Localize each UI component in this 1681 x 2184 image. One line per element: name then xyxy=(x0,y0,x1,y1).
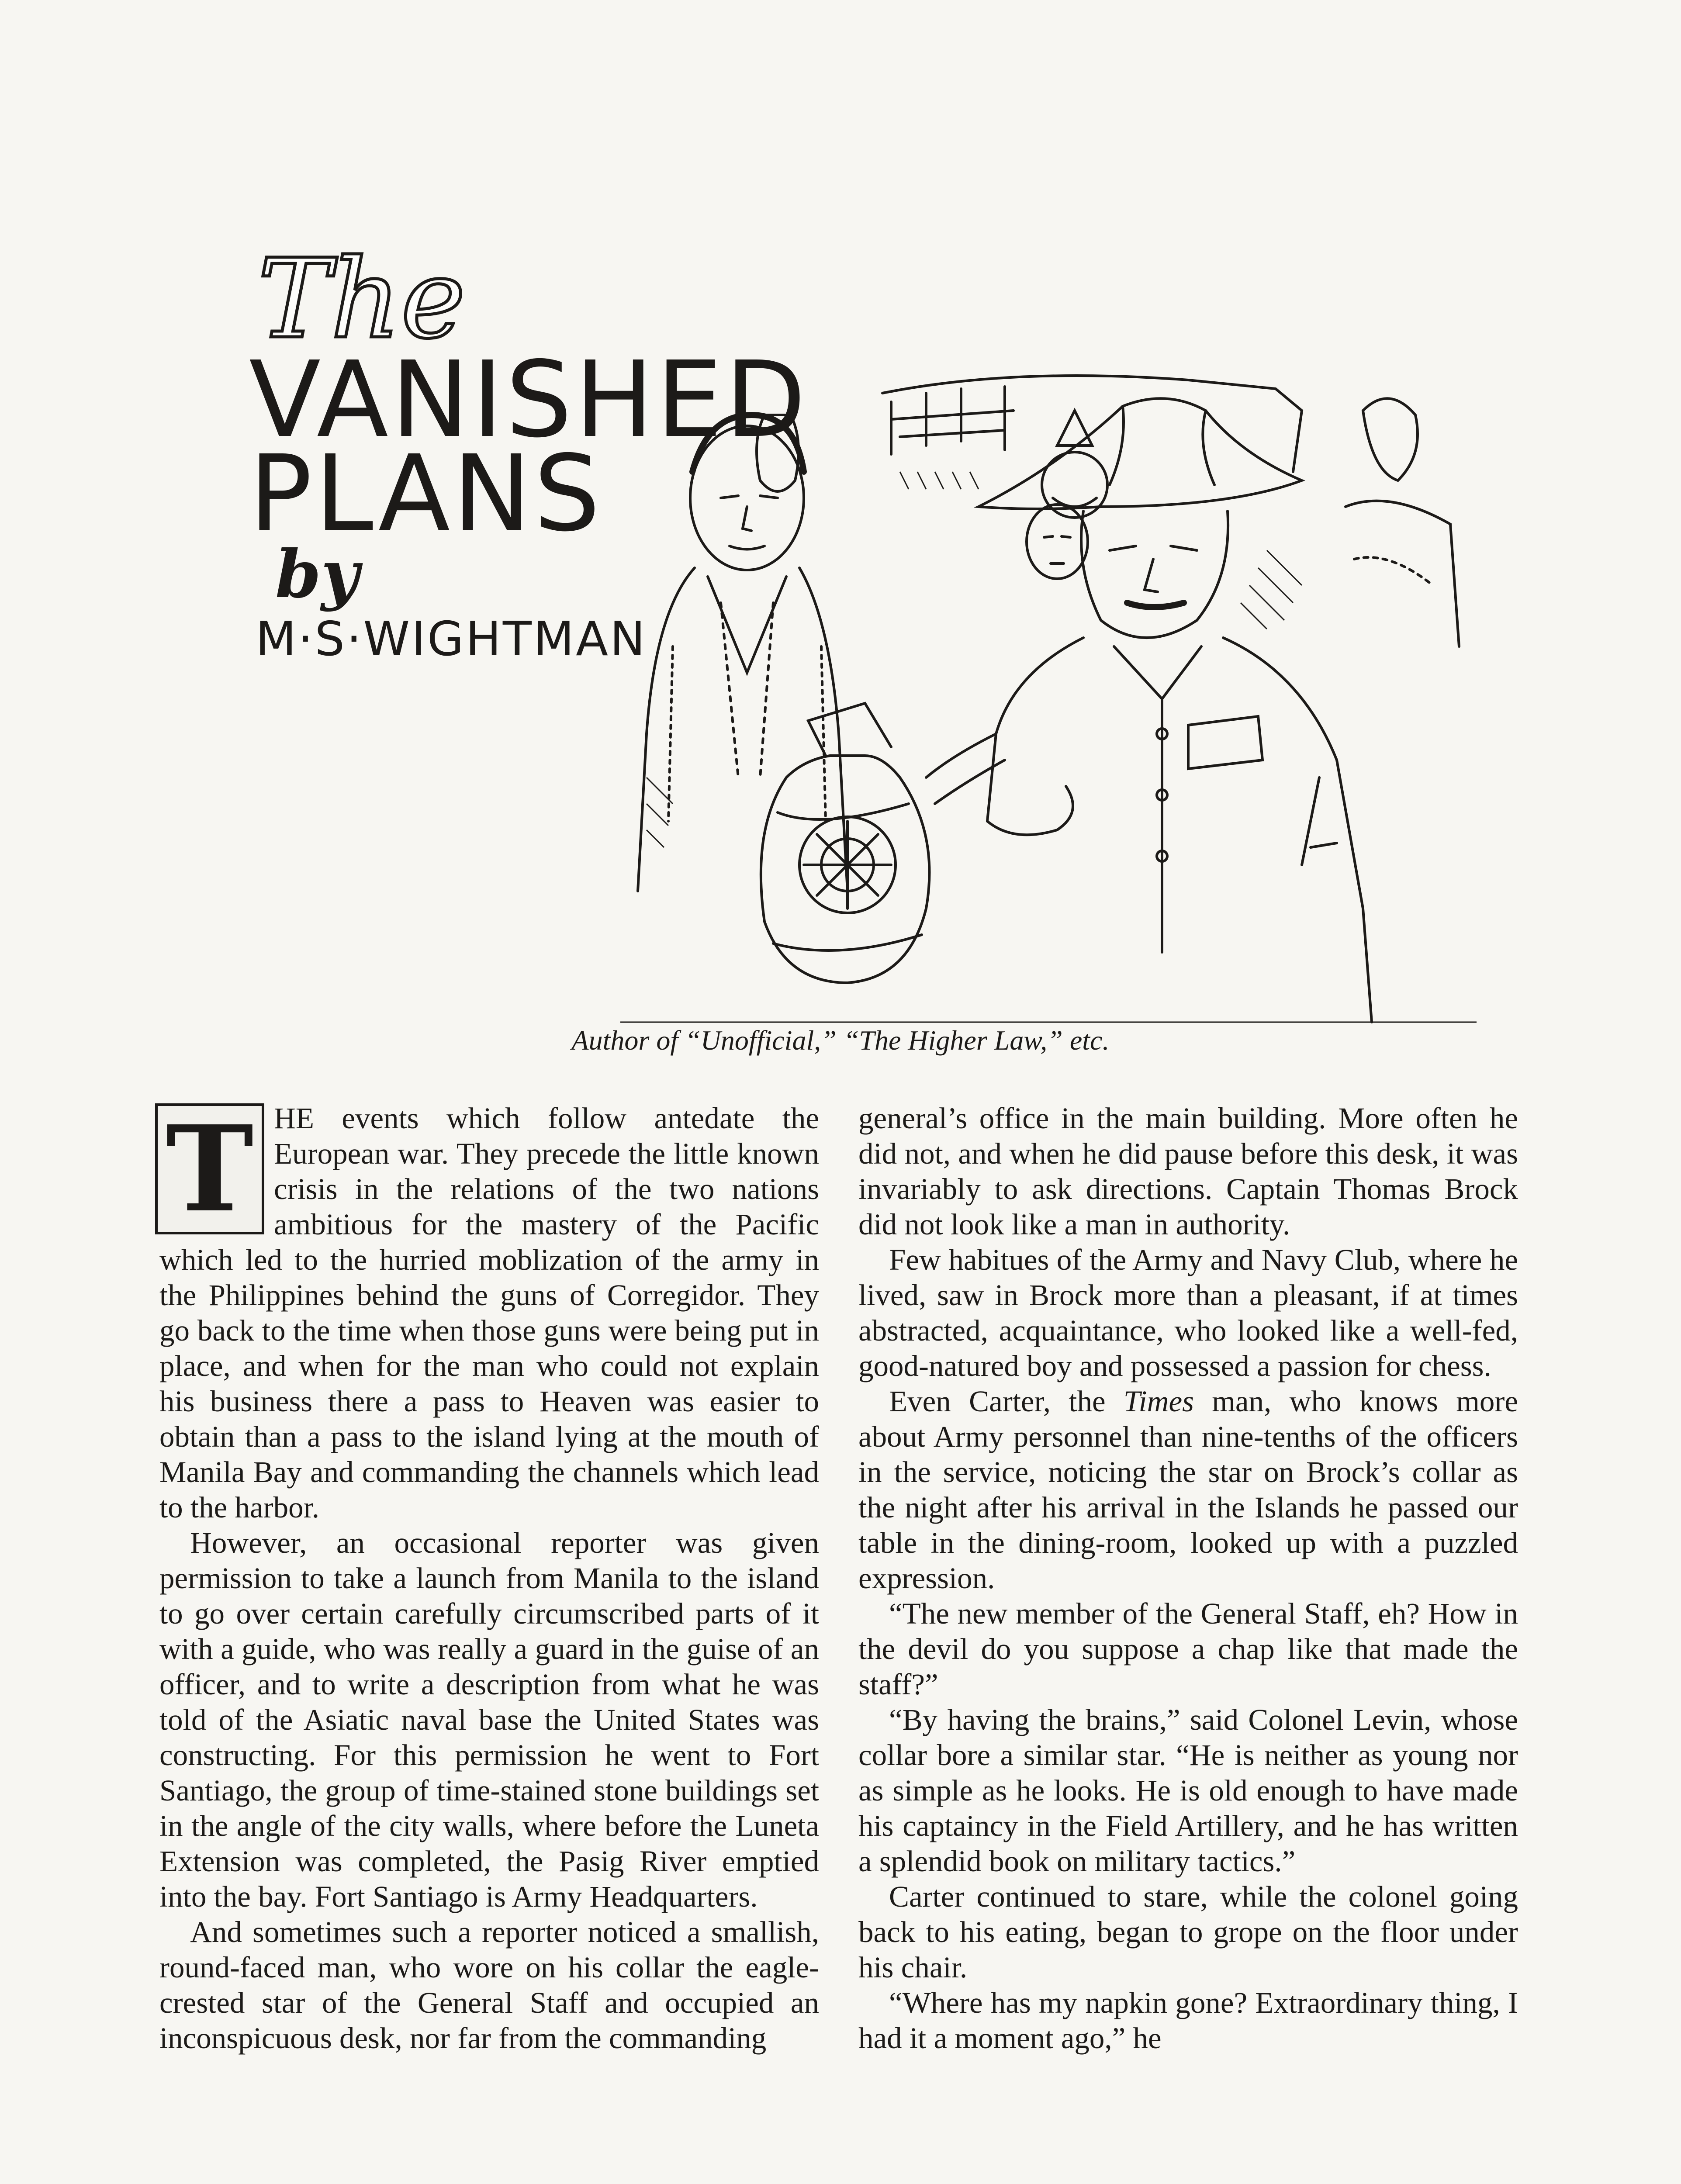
paragraph-1-text: HE events which follow antedate the European war. They precede the little known crisis in the relations of the two nations ambitious for the mastery of the Pacific which led to the hurried moblization of the army in the Philippines behind the guns of Corregidor. They go back to the time when those guns were being put in place, and when for the man who could not explain his business there a pass to Heaven was easier to obtain than a pass to the island lying at the mouth of Manila Bay and commanding the channels which lead to the harbor. xyxy=(159,1102,819,1524)
title-the: The xyxy=(258,235,466,363)
title-line-vanished: VANISHED xyxy=(249,339,809,461)
newspaper-name: Times xyxy=(1123,1385,1194,1418)
paragraph-8: “By having the brains,” said Colonel Levin, whose collar bore a similar star. “He is neither as young nor as simple as he looks. He is old enough to have made his captaincy in the Field Artillery, and he has written a splendid book on military tactics.” xyxy=(858,1703,1518,1878)
paragraph-6 xyxy=(858,1384,1518,1596)
author-name: M·S·WIGHTMAN xyxy=(256,612,647,667)
paragraph-6-text-b: man, who knows more about Army personnel than nine-tenths of the officers in the service, noticing the star on Brock’s collar as the night after his arrival in the Islands he passed our table in the dining-room, looked up with a puzzled expression. xyxy=(858,1385,1518,1595)
paragraph-2: However, an occasional reporter was given permission to take a launch from Manila to the island to go over certain carefully circumscribed parts of it with a guide, who was really a guard in the guise of an officer, and to write a description from what he was told of the Asiatic naval base the United States was constructing. For this permission he went to Fort Santiago, the group of time-stained stone buildings set in the angle of the city walls, where before the Luneta Extension was completed, the Pasig River emptied into the bay. Fort Santiago is Army Headquarters. xyxy=(159,1526,819,1913)
paragraph-5: Few habitues of the Army and Navy Club, where he lived, saw in Brock more than a pleasant, if at times abstracted, acquaintance, who looked like a well-fed, good-natured boy and possessed a passion for chess. xyxy=(858,1243,1518,1382)
paragraph-3: And sometimes such a reporter noticed a smallish, round-faced man, who wore on his collar the eagle-crested star of the General Staff and occupied an inconspicuous desk, nor far from the commanding xyxy=(159,1915,819,2055)
paragraph-1 xyxy=(159,1101,819,1525)
paragraph-6-text-a: Even Carter, the xyxy=(889,1385,1124,1418)
drop-cap-letter: T xyxy=(166,1099,254,1238)
byline-by: by xyxy=(275,536,360,613)
paragraph-4: general’s office in the main building. More often he did not, and when he did pause before this desk, it was invariably to ask directions. Captain Thomas Brock did not look like a man in authority. xyxy=(858,1102,1518,1241)
drop-cap xyxy=(155,1099,264,1238)
paragraph-9: Carter continued to stare, while the colonel going back to his eating, began to grope on the floor under his chair. xyxy=(858,1880,1518,1984)
paragraph-10: “Where has my napkin gone? Extraordinary thing, I had it a moment ago,” he xyxy=(858,1986,1518,2055)
title-line-plans: PLANS xyxy=(249,432,603,555)
paragraph-7: “The new member of the General Staff, eh? How in the devil do you suppose a chap like that made the staff?” xyxy=(858,1597,1518,1701)
story-illustration xyxy=(620,341,1477,1031)
article-column-right xyxy=(858,1101,1518,2056)
article-column-left xyxy=(159,1101,819,2056)
author-credit: Author of “Unofficial,” “The Higher Law,” etc. xyxy=(571,1025,1110,1056)
